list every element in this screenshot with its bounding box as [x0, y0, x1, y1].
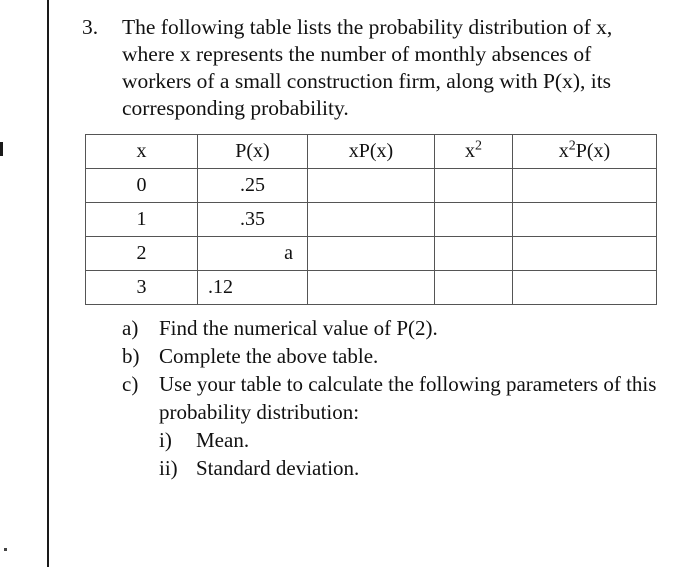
cell-xp [308, 237, 435, 271]
subpart-text: Standard deviation. [196, 456, 360, 480]
edge-dot [4, 548, 7, 551]
part-text: Complete the above table. [159, 344, 379, 368]
part-label: b) [122, 344, 140, 368]
table-header-row [86, 135, 657, 169]
header-x2px-base: x [558, 140, 569, 162]
probability-table [85, 134, 657, 305]
header-px: P(x) [198, 135, 308, 169]
cell-x: 1 [86, 203, 198, 237]
part-text: Use your table to calculate the following parameters of this probability distribution: [159, 372, 657, 424]
subpart-label: i) [159, 428, 172, 452]
table-row [86, 237, 657, 271]
part-label: c) [122, 372, 139, 396]
cell-x2 [435, 203, 513, 237]
cell-x: 0 [86, 169, 198, 203]
table-row [86, 271, 657, 305]
question-block [82, 14, 662, 122]
cell-x: 3 [86, 271, 198, 305]
part-text: Find the numerical value of P(2). [159, 316, 438, 340]
cell-x2 [435, 237, 513, 271]
header-x: x [86, 135, 198, 169]
subpart-label: ii) [159, 456, 178, 480]
cell-p: .25 [198, 169, 308, 203]
cell-x2 [435, 271, 513, 305]
question-parts [122, 314, 682, 482]
cell-p: .35 [198, 203, 308, 237]
subpart-text: Mean. [196, 428, 250, 452]
header-x2px-tail: P(x) [575, 140, 611, 162]
cell-p: a [198, 237, 308, 271]
question-text: The following table lists the probability distribution of x, where x represents the number of monthly absences of workers of a small construction firm, along with P(x), its corresponding probability. [122, 15, 613, 120]
cell-x2p [513, 237, 657, 271]
cell-x: 2 [86, 237, 198, 271]
table-row [86, 169, 657, 203]
question-number: 3. [82, 15, 99, 39]
cell-x2p [513, 203, 657, 237]
page-margin-rule [47, 0, 49, 567]
header-xpx: xP(x) [308, 135, 435, 169]
cell-x2p [513, 169, 657, 203]
table-row [86, 203, 657, 237]
header-x-squared [435, 135, 513, 169]
part-a [122, 314, 682, 342]
part-label: a) [122, 316, 139, 340]
part-b [122, 342, 682, 370]
cell-xp [308, 271, 435, 305]
part-c [122, 370, 682, 426]
header-x2px-exp: 2 [568, 138, 576, 154]
subpart-i [122, 426, 682, 454]
cell-p: .12 [198, 271, 308, 305]
cell-xp [308, 203, 435, 237]
header-x-squared-base: x [465, 140, 475, 162]
cell-xp [308, 169, 435, 203]
subpart-ii [122, 454, 682, 482]
header-x-squared-px [513, 135, 657, 169]
header-x-squared-exp: 2 [475, 138, 482, 154]
cell-x2p [513, 271, 657, 305]
edge-mark [0, 142, 3, 156]
cell-x2 [435, 169, 513, 203]
